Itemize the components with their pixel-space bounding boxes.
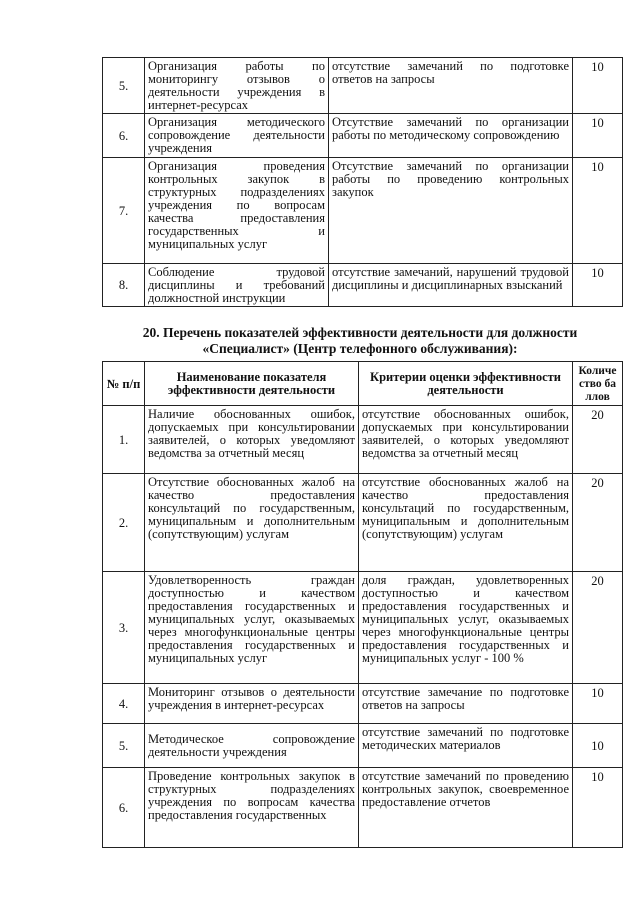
indicator-criteria: отсутствие обоснованных ошибок, допускаемых при консультировании заявителей, о которых уведомляют ведомства за отчетный месяц [359, 406, 573, 474]
indicator-score: 10 [573, 768, 623, 848]
row-number: 4. [103, 684, 145, 724]
table-header-row [103, 362, 623, 406]
indicator-criteria: отсутствие замечаний по подготовке методических материалов [359, 724, 573, 768]
indicator-criteria: отсутствие замечаний по проведению контрольных закупок, своевременное предоставление отчетов [359, 768, 573, 848]
indicator-score: 20 [573, 474, 623, 572]
indicator-name: Организация работы по мониторингу отзывов о деятельности учреждения в интернет-ресурсах [145, 58, 329, 114]
indicators-table-continued [102, 57, 623, 307]
indicator-criteria: Отсутствие замечаний по организации работы по методическому сопровождению [329, 114, 573, 158]
indicator-score: 10 [573, 114, 623, 158]
row-number: 8. [103, 264, 145, 307]
row-number: 7. [103, 158, 145, 264]
indicator-score: 10 [573, 158, 623, 264]
table-row [103, 114, 623, 158]
indicator-score: 10 [573, 264, 623, 307]
table-row [103, 572, 623, 684]
header-indicator-name: Наименование показателя эффективности деятельности [145, 362, 359, 406]
indicator-name: Проведение контрольных закупок в структурных подразделениях учреждения по вопросам качества предоставления государственных [145, 768, 359, 848]
row-number: 6. [103, 114, 145, 158]
table-row [103, 158, 623, 264]
header-criteria: Критерии оценки эффективности деятельности [359, 362, 573, 406]
section-heading-line1: 20. Перечень показателей эффективности деятельности для должности [142, 325, 578, 340]
indicator-name: Удовлетворенность граждан доступностью и качеством предоставления государственных и муниципальных услуг, оказываемых через многофункциональные центры предоставления государственных и муниципальных услуг [145, 572, 359, 684]
section-heading [96, 325, 624, 357]
indicator-criteria: Отсутствие замечаний по организации работы по проведению контрольных закупок [329, 158, 573, 264]
table-row [103, 684, 623, 724]
header-number: № п/п [103, 362, 145, 406]
table-row [103, 264, 623, 307]
indicator-score: 20 [573, 406, 623, 474]
indicator-score: 20 [573, 572, 623, 684]
table-row [103, 474, 623, 572]
indicator-name: Наличие обоснованных ошибок, допускаемых при консультировании заявителей, о которых уведомляют ведомства за отчетный месяц [145, 406, 359, 474]
row-number: 3. [103, 572, 145, 684]
row-number: 2. [103, 474, 145, 572]
indicator-criteria: доля граждан, удовлетворенных доступностью и качеством предоставления государственных и муниципальных услуг, оказываемых через многофункциональные центры предоставления государственных и муниципальных услуг - 100 % [359, 572, 573, 684]
table-row [103, 58, 623, 114]
indicator-score: 10 [573, 58, 623, 114]
indicator-criteria: отсутствие замечание по подготовке ответов на запросы [359, 684, 573, 724]
indicator-criteria: отсутствие замечаний по подготовке ответов на запросы [329, 58, 573, 114]
indicator-name: Организация проведения контрольных закупок в структурных подразделениях учреждения по вопросам качества предоставления государственных и муниципальных услуг [145, 158, 329, 264]
row-number: 6. [103, 768, 145, 848]
indicator-name: Соблюдение трудовой дисциплины и требований должностной инструкции [145, 264, 329, 307]
indicator-name: Организация методического сопровождение деятельности учреждения [145, 114, 329, 158]
specialist-indicators-table [102, 361, 623, 848]
table-row [103, 406, 623, 474]
indicator-criteria: отсутствие замечаний, нарушений трудовой дисциплины и дисциплинарных взысканий [329, 264, 573, 307]
table-row [103, 724, 623, 768]
table-row [103, 768, 623, 848]
indicator-criteria: отсутствие обоснованных жалоб на качество предоставления консультаций по государственным, муниципальным и дополнительным (сопутствующим) услугам [359, 474, 573, 572]
row-number: 5. [103, 724, 145, 768]
indicator-score: 10 [573, 684, 623, 724]
indicator-name: Методическое сопровождение деятельности учреждения [145, 724, 359, 768]
indicator-score: 10 [573, 724, 623, 768]
section-heading-line2: «Специалист» (Центр телефонного обслуживания): [202, 341, 518, 356]
row-number: 1. [103, 406, 145, 474]
indicator-name: Мониторинг отзывов о деятельности учреждения в интернет-ресурсах [145, 684, 359, 724]
header-score: Количество баллов [573, 362, 623, 406]
indicator-name: Отсутствие обоснованных жалоб на качество предоставления консультаций по государственным, муниципальным и дополнительным (сопутствующим) услугам [145, 474, 359, 572]
row-number: 5. [103, 58, 145, 114]
